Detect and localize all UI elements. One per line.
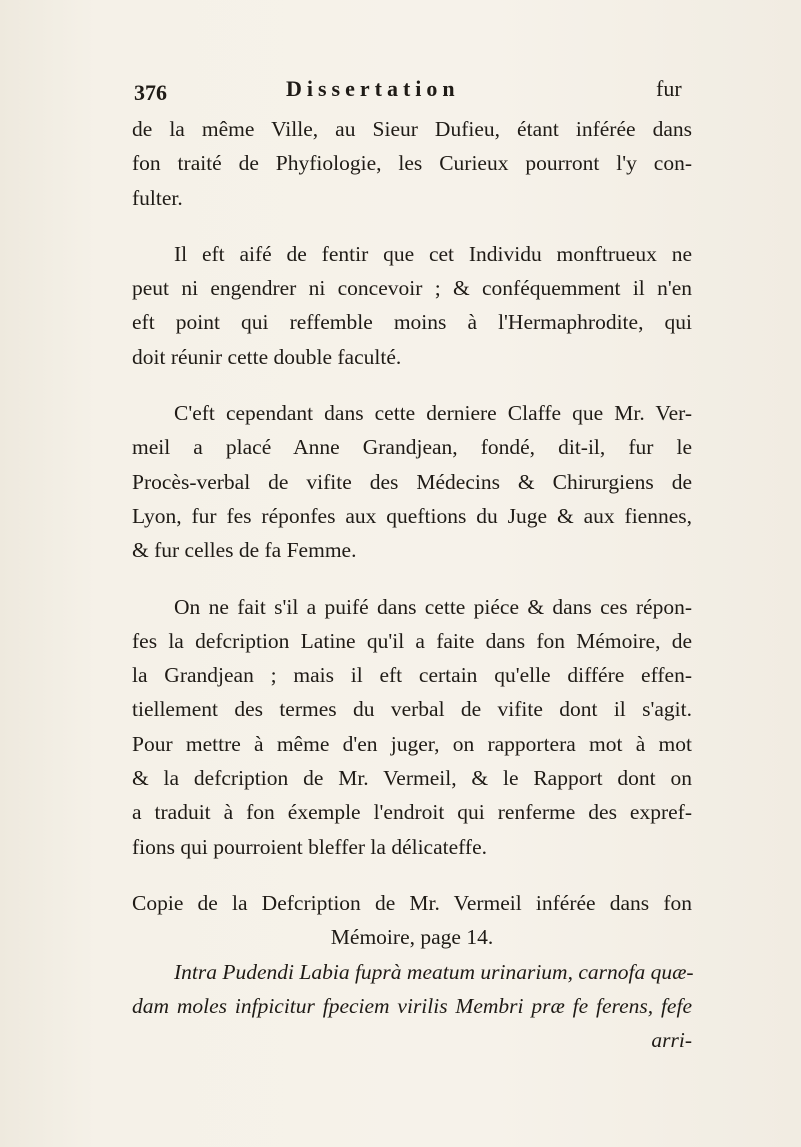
text-line: fes la defcription Latine qu'il a faite dans fon Mémoire, de <box>132 628 692 653</box>
catchword: arri- <box>651 1028 692 1053</box>
running-head: Dissertation <box>286 76 460 101</box>
text-line: peut ni engendrer ni concevoir ; & conféquemment il n'en <box>132 276 692 301</box>
text-line: Il eft aifé de fentir que cet Individu monftrueux ne <box>174 241 692 266</box>
text-line: fulter. <box>132 185 183 210</box>
text-line: tiellement des termes du verbal de vifite dont il s'agit. <box>132 697 692 722</box>
text-line: Procès-verbal de vifite des Médecins & Chirurgiens de <box>132 469 692 494</box>
page-number: 376 <box>134 80 167 105</box>
latin-quote-line: Intra Pudendi Labia fuprà meatum urinarium, carnofa quæ- <box>174 959 694 984</box>
text-line: Pour mettre à même d'en juger, on rapportera mot à mot <box>132 731 692 756</box>
text-line: a traduit à fon éxemple l'endroit qui renferme des expref- <box>132 800 692 825</box>
text-line: On ne fait s'il a puifé dans cette piéce & dans ces répon- <box>174 594 692 619</box>
body-text <box>132 112 692 1057</box>
text-line: fions qui pourroient bleffer la délicateffe. <box>132 834 488 859</box>
text-line: doit réunir cette double faculté. <box>132 344 402 369</box>
text-line: de la même Ville, au Sieur Dufieu, étant inférée dans <box>132 117 692 141</box>
text-line: meil a placé Anne Grandjean, fondé, dit-il, fur le <box>132 435 692 460</box>
copy-heading-line: Mémoire, page 14. <box>330 925 494 950</box>
page-header <box>132 74 692 110</box>
text-line: Lyon, fur fes réponfes aux queftions du Juge & aux fiennes, <box>132 503 692 528</box>
running-head-continuation: fur <box>656 76 682 101</box>
latin-quote-line: dam moles infpicitur fpeciem virilis Membri præ fe ferens, fefe <box>132 993 692 1018</box>
text-line: eft point qui reffemble moins à l'Hermaphrodite, qui <box>132 310 692 335</box>
text-line: la Grandjean ; mais il eft certain qu'elle différe effen- <box>132 663 692 688</box>
text-line: C'eft cependant dans cette derniere Claffe que Mr. Ver- <box>174 401 692 426</box>
text-line: & la defcription de Mr. Vermeil, & le Rapport dont on <box>132 766 692 791</box>
copy-heading-line: Copie de la Defcription de Mr. Vermeil inférée dans fon <box>132 890 692 915</box>
text-line: fon traité de Phyfiologie, les Curieux pourront l'y con- <box>132 151 692 176</box>
text-line: & fur celles de fa Femme. <box>132 538 357 563</box>
